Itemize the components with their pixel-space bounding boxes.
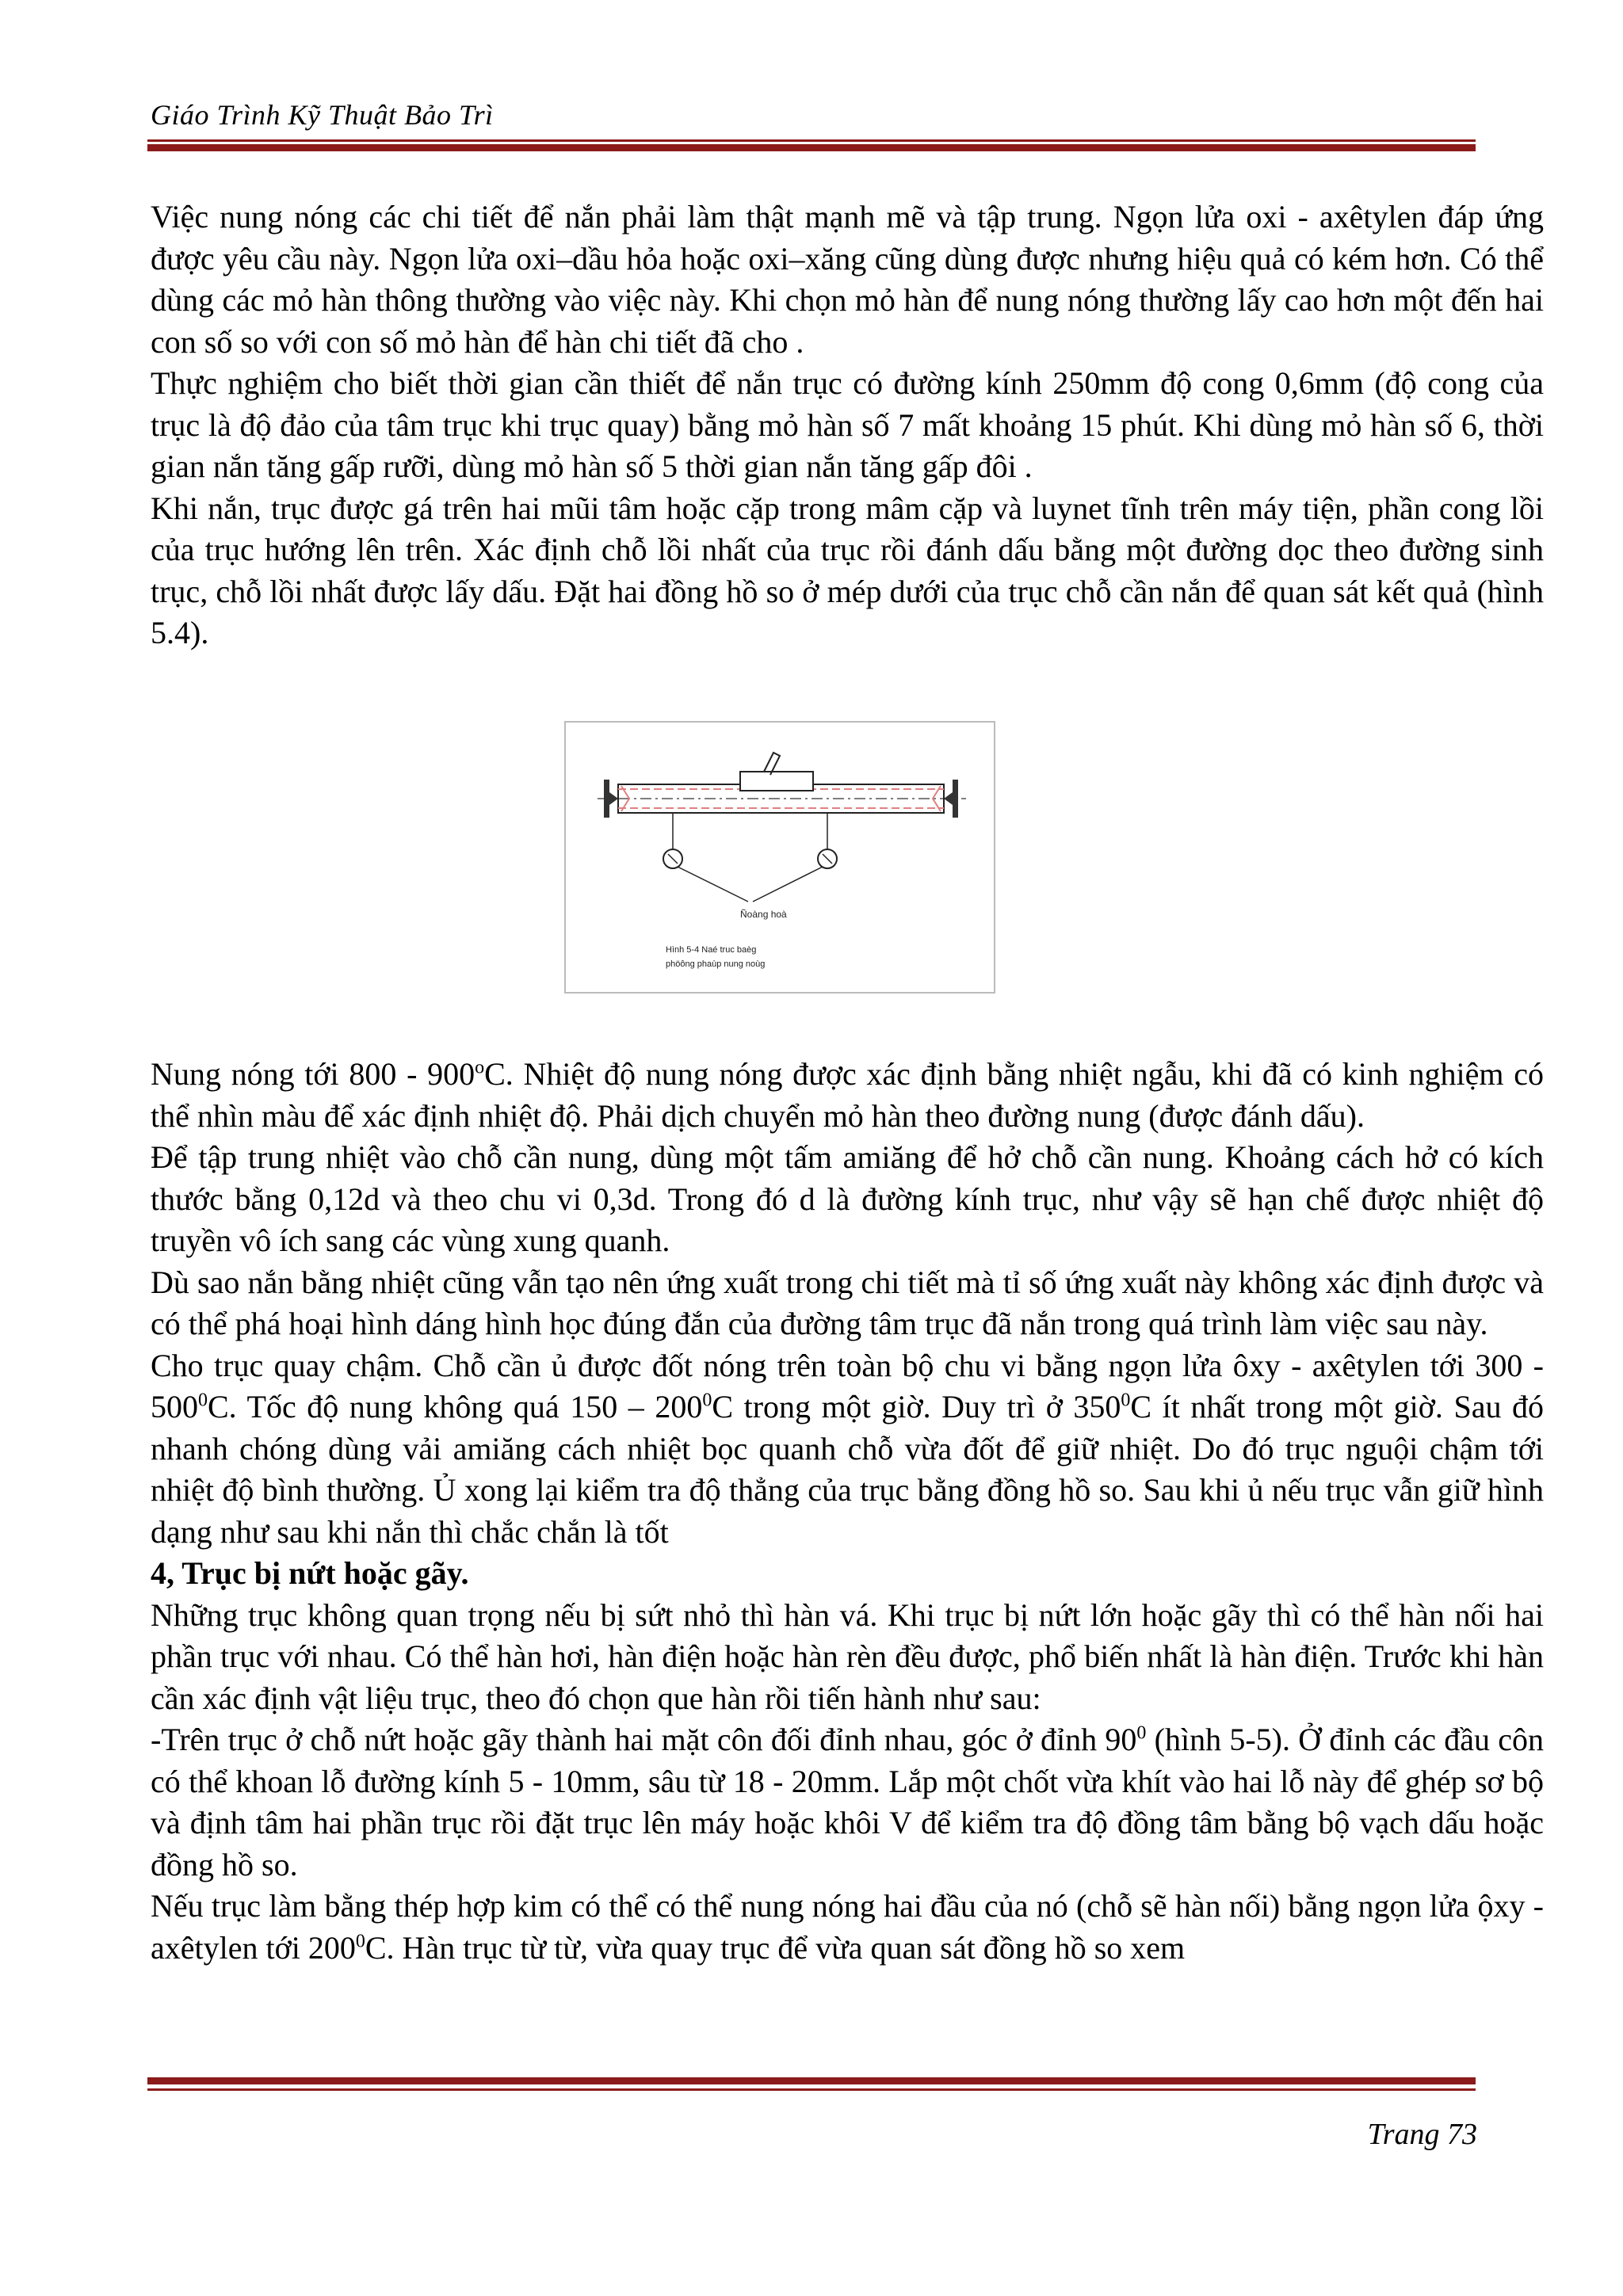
page-header-title: Giáo Trình Kỹ Thuật Bảo Trì [151, 99, 494, 131]
paragraph: Việc nung nóng các chi tiết để nắn phải làm thật mạnh mẽ và tập trung. Ngọn lửa oxi - axêtylen đáp ứng được yêu cầu này. Ngọn lửa oxi–dầu hỏa hoặc oxi–xăng cũng dùng được nhưng hiệu quả có kém hơn. Có thể dùng các mỏ hàn thông thường vào việc này. Khi chọn mỏ hàn để nung nóng thường lấy cao hơn một đến hai con số so với con số mỏ hàn để hàn chi tiết đã cho . [151, 199, 1544, 360]
paragraph: Dù sao nắn bằng nhiệt cũng vẫn tạo nên ứng xuất trong chi tiết mà tỉ số ứng xuất này không xác định được và có thể phá hoại hình dáng hình học đúng đắn của đường tâm trục đã nắn trong quá trình làm việc sau này. [151, 1264, 1544, 1341]
header-rule-thin [147, 139, 1476, 142]
paragraph: Thực nghiệm cho biết thời gian cần thiết để nắn trục có đường kính 250mm độ cong 0,6mm (độ cong của trục là độ đảo của tâm trục khi trục quay) bằng mỏ hàn số 7 mất khoảng 15 phút. Khi dùng mỏ hàn số 6, thời gian nắn tăng gấp rưỡi, dùng mỏ hàn số 5 thời gian nắn tăng gấp đôi . [151, 365, 1544, 484]
figure-shaft-straightening [564, 721, 995, 994]
right-center-flange [953, 780, 958, 818]
header-rule-thick [147, 144, 1476, 151]
figure-caption-line2: phöông phaùp nung noùg [666, 959, 766, 969]
left-center-flange [604, 780, 609, 818]
footer-rule-thin [147, 2088, 1476, 2091]
page-number: Trang 73 [1367, 2118, 1477, 2151]
paragraph: Nung nóng tới 800 - 900$^o$C. Nhiệt độ nung nóng được xác định bằng nhiệt ngẫu, khi đã có kinh nghiệm có thể nhìn màu để xác định nhiệt độ. Phải dịch chuyển mỏ hàn theo đường nung (được đánh dấu). [151, 1056, 1544, 1134]
leader-line-left [678, 867, 748, 902]
paragraph: Khi nắn, trục được gá trên hai mũi tâm hoặc cặp trong mâm cặp và luynet tĩnh trên máy tiện, phần cong lồi của trục hướng lên trên. Xác định chỗ lồi nhất của trục rồi đánh dấu bằng một đường dọc theo đường sinh trục, chỗ lồi nhất được lấy dấu. Đặt hai đồng hồ so ở mép dưới của trục chỗ cần nắn để quan sát kết quả (hình 5.4). [151, 490, 1544, 650]
footer-rule-thick [147, 2077, 1476, 2084]
torch-heating-zone [740, 772, 813, 791]
section-heading: 4, Trục bị nứt hoặc gãy. [151, 1555, 469, 1591]
paragraph: Nếu trục làm bằng thép hợp kim có thể có thể nung nóng hai đầu của nó (chỗ sẽ hàn nối) bằng ngọn lửa ộxy - axêtylen tới $200^0C$. Hàn trục từ từ, vừa quay trục để vừa quan sát đồng hồ so xem [151, 1888, 1544, 1966]
leader-line-right [753, 867, 823, 902]
paragraph: Những trục không quan trọng nếu bị sứt nhỏ thì hàn vá. Khi trục bị nứt lớn hoặc gãy thì có thể hàn nối hai phần trục với nhau. Có thể hàn hơi, hàn điện hoặc hàn rèn đều được, phổ biến nhất là hàn điện. Trước khi hàn cần xác định vật liệu trục, theo đó chọn que hàn rồi tiến hành như sau: [151, 1596, 1544, 1716]
body-text-bottom [151, 1054, 1544, 1969]
left-center-point [609, 792, 618, 805]
paragraph: -Trên trục ở chỗ nứt hoặc gãy thành hai mặt côn đối đỉnh nhau, góc ở đỉnh $90^0$ (hình 5-5). Ở đỉnh các đầu côn có thể khoan lỗ đường kính 5 - 10mm, sâu từ 18 - 20mm. Lắp một chốt vừa khít vào hai lỗ này để ghép sơ bộ và định tâm hai phần trục rồi đặt trục lên máy hoặc khôi V để kiểm tra độ đồng tâm bằng bộ vạch dấu hoặc đồng hồ so. [151, 1722, 1545, 1882]
paragraph: Cho trục quay chậm. Chỗ cần ủ được đốt nóng trên toàn bộ chu vi bằng ngọn lửa ôxy - axêtylen tới $300 - 500^0C$. Tốc độ nung không quá $150 - 200^0C$ trong một giờ. Duy trì ở $350^0C$ ít nhất trong một giờ. Sau đó nhanh chóng dùng vải amiăng cách nhiệt bọc quanh chỗ vừa đốt để giữ nhiệt. Do đó trục nguội chậm tới nhiệt độ bình thường. Ủ xong lại kiểm tra độ thẳng của trục bằng đồng hồ so. Sau khi ủ nếu trục vẫn giữ hình dạng như sau khi nắn thì chắc chắn là tốt [151, 1347, 1544, 1550]
paragraph: Để tập trung nhiệt vào chỗ cần nung, dùng một tấm amiăng để hở chỗ cần nung. Khoảng cách hở có kích thước bằng 0,12d và theo chu vi 0,3d. Trong đó d là đường kính trục, như vậy sẽ hạn chế được nhiệt độ truyền vô ích sang các vùng xung quanh. [151, 1139, 1544, 1258]
gauge-label: Ñoàng hoà [740, 909, 787, 920]
shaft-diagram [566, 723, 994, 992]
figure-caption-line1: Hình 5-4 Naé truc baèg [666, 945, 757, 955]
right-center-point [944, 792, 953, 805]
body-text-top [151, 196, 1544, 654]
